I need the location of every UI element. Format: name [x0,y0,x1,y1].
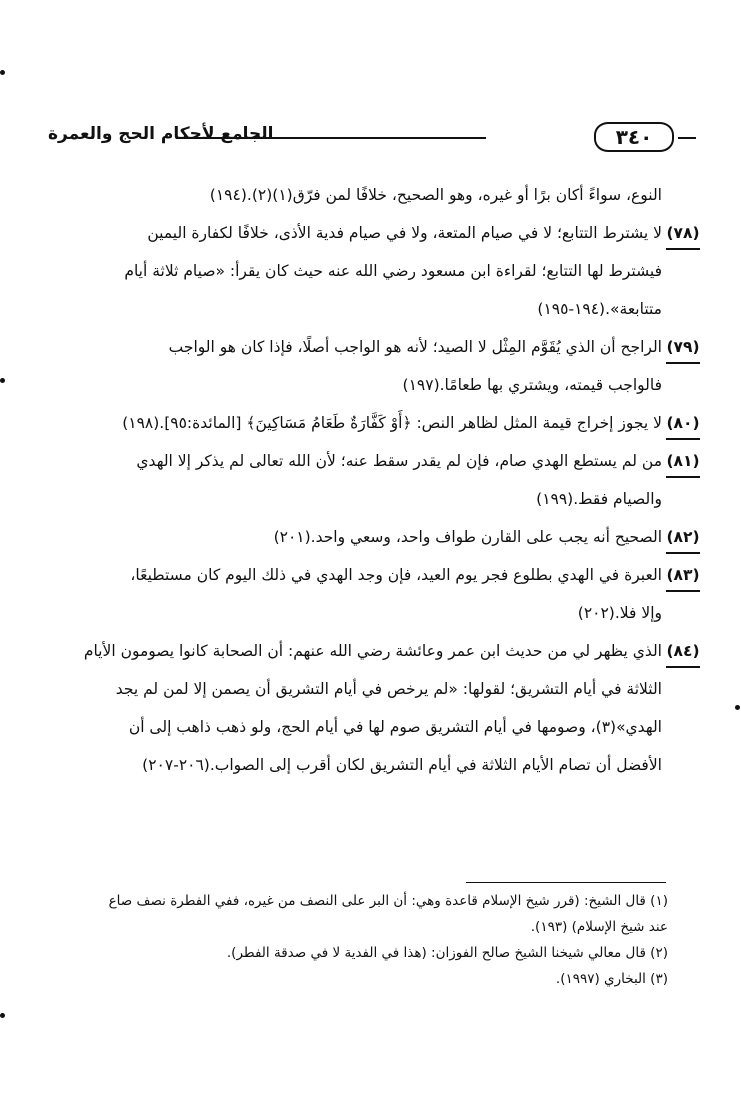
text-line: فيشترط لها التتابع؛ لقراءة ابن مسعود رضي الله عنه حيث كان يقرأ: «صيام ثلاثة أيام [124,262,662,280]
text-line: الأفضل أن تصام الأيام الثلاثة في أيام التشريق لكان أقرب إلى الصواب.(٢٠٦-٢٠٧) [142,756,662,774]
page-number: ٣٤٠ [594,122,674,152]
item-number: (٧٩) [666,328,700,364]
numbered-item [72,328,700,404]
item-number: (٨٠) [666,404,700,440]
header-rule [678,137,696,139]
text-line: من لم يستطع الهدي صام، فإن لم يقدر سقط عنه؛ لأن الله تعالى لم يذكر إلا الهدي [136,452,662,470]
text-line: النوع، سواءً أكان برًا أو غيره، وهو الصحيح، خلافًا لمن فرّق(١)(٢).(١٩٤) [209,186,662,204]
book-title: الجامع لأحكام الحج والعمرة [48,124,274,144]
margin-dot [735,705,740,710]
text-line: الذي يظهر لي من حديث ابن عمر وعائشة رضي الله عنهم: أن الصحابة كانوا يصومون الأيام [83,642,662,660]
numbered-item [72,556,700,632]
footnote-line: (١) قال الشيخ: (قرر شيخ الإسلام قاعدة وهي: أن البر على النصف من غيره، ففي الفطرة نصف صاع [108,893,668,909]
text-line: الراجح أن الذي يُقَوَّم المِثْل لا الصيد؛ لأنه هو الواجب أصلًا، فإذا كان هو الواجب [168,338,662,356]
item-number: (٧٨) [666,214,700,250]
margin-dot [0,70,5,75]
numbered-item [72,214,700,328]
text-line: الثلاثة في أيام التشريق؛ لقولها: «لم يرخص في أيام التشريق أن يصمن إلا لمن لم يجد [115,680,662,698]
footnote-line: عند شيخ الإسلام) (١٩٣). [530,919,668,935]
footnote-line: (٢) قال معالي شيخنا الشيخ صالح الفوزان: (هذا في الفدية لا في صدقة الفطر). [226,945,668,961]
footnotes [72,888,668,992]
item-number: (٨١) [666,442,700,478]
text-line: لا يشترط التتابع؛ لا في صيام المتعة، ولا في صيام فدية الأذى، خلافًا لكفارة اليمين [147,224,662,242]
item-number: (٨٢) [666,518,700,554]
item-number: (٨٣) [666,556,700,592]
item-number: (٨٤) [666,632,700,668]
margin-dot [0,1013,5,1018]
numbered-item [72,632,700,784]
text-line: فالواجب قيمته، ويشتري بها طعامًا.(١٩٧) [402,376,662,394]
footnote-line: (٣) البخاري (١٩٩٧). [555,971,668,987]
text-line: الصحيح أنه يجب على القارن طواف واحد، وسعي واحد.(٢٠١) [273,528,662,546]
text-line: الهدي»(٣)، وصومها في أيام التشريق صوم لها في أيام الحج، ولو ذهب ذاهب إلى أن [128,718,662,736]
text-line: العبرة في الهدي بطلوع فجر يوم العيد، فإن وجد الهدي في ذلك اليوم كان مستطيعًا، [130,566,662,584]
numbered-item [72,442,700,518]
text-line: متتابعة».(١٩٤-١٩٥) [537,300,662,318]
text-line: وإلا فلا.(٢٠٢) [577,604,662,622]
text-line: والصيام فقط.(١٩٩) [536,490,662,508]
page-header [48,118,696,154]
margin-dot [0,378,5,383]
intro-paragraph [72,176,662,214]
text-line: لا يجوز إخراج قيمة المثل لظاهر النص: ﴿أَوْ كَفَّارَةٌ طَعَامُ مَسَاكِينَ﴾ [المائدة:٩٥].(١٩٨) [122,414,662,432]
main-text [72,176,700,784]
numbered-item [72,404,700,442]
footnote-separator [466,882,666,883]
numbered-item [72,518,700,556]
